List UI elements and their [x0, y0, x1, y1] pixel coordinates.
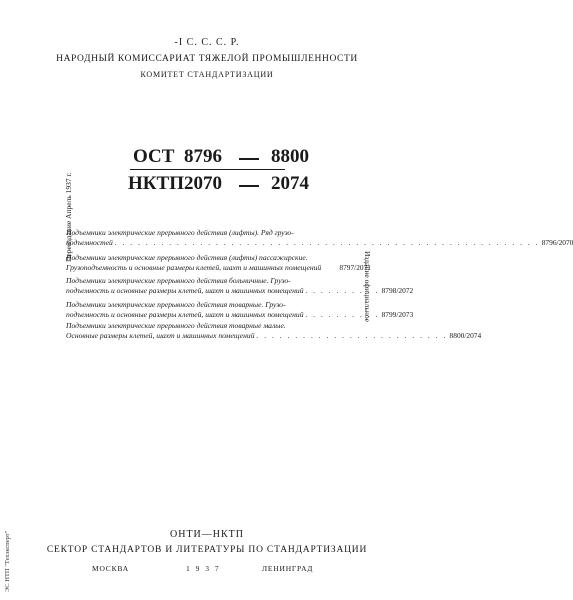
- contents-item-code: 8800/2074: [449, 331, 482, 340]
- contents-item-title: Подъемники электрические прерывного действия товарные. Грузо-: [66, 300, 286, 309]
- contents-item-subtitle: Грузоподъемность и основные размеры клетей, шахт и машинных помещений: [66, 263, 322, 272]
- footer-publisher: СЕКТОР СТАНДАРТОВ И ЛИТЕРАТУРЫ ПО СТАНДАРТИЗАЦИИ: [46, 545, 368, 555]
- contents-item-title: Подъемники электрические прерывного действия (лифты) пассажирские.: [66, 253, 308, 262]
- header-commissariat: НАРОДНЫЙ КОМИССАРИАТ ТЯЖЕЛОЙ ПРОМЫШЛЕННОСТИ: [56, 54, 358, 64]
- ost-label: ОСТ: [133, 146, 175, 167]
- footer-year: 1 9 3 7: [186, 564, 221, 573]
- standard-divider: [130, 169, 285, 170]
- leader-dots: . . . . . . . . . .: [305, 286, 380, 295]
- contents-item-code: 8798/2072: [381, 286, 414, 295]
- footer-city-moscow: МОСКВА: [92, 564, 129, 573]
- footer-city-leningrad: ЛЕНИНГРАД: [262, 564, 314, 573]
- contents-item: [66, 276, 414, 296]
- contents-item-title: Подъемники электрические прерывного действия больничные. Грузо-: [66, 276, 291, 285]
- contents-item-subtitle: подъемность и основные размеры клетей, шахт и машинных помещений: [66, 310, 304, 319]
- ost-range-dash: [239, 158, 259, 160]
- contents-item: [66, 300, 414, 320]
- contents-item-code: 8799/2073: [381, 310, 414, 319]
- contents-item-code: 8797/2071: [339, 263, 371, 272]
- contents-item-title: Подъемники электрические прерывного действия (лифты). Ряд грузо-: [66, 228, 294, 237]
- contents-item: [66, 228, 573, 248]
- nktp-range-dash: [239, 185, 259, 187]
- official-edition-note: Издание официальное: [363, 251, 372, 323]
- header-country: -І С. С. С. Р.: [174, 37, 240, 48]
- watermark-text: ЭС НТП "Техэксперт": [4, 530, 11, 592]
- reprint-note: Переиздание Апрель 1937 г.: [64, 172, 73, 262]
- contents-item: [66, 253, 371, 273]
- leader-dots: . . . . . . . . . . . . . . . . . . . . . . . . . . . . . . . . . . . . . . . . . . . . . . . . . . . . . . .: [114, 238, 540, 247]
- nktp-number-from: 2070: [184, 173, 222, 194]
- header-committee: КОМИТЕТ СТАНДАРТИЗАЦИИ: [140, 70, 274, 79]
- contents-item: [66, 321, 482, 341]
- contents-item-subtitle: Основные размеры клетей, шахт и машинных помещений: [66, 331, 255, 340]
- ost-number-to: 8800: [271, 146, 309, 167]
- contents-item-title: Подъемники электрические прерывного действия товарные малые.: [66, 321, 286, 330]
- leader-dots: . . . . . . . . . . . . . . . . . . . . . . . . .: [256, 331, 448, 340]
- contents-item-code: 8796/2070: [541, 238, 573, 247]
- contents-item-subtitle: подъемностей: [66, 238, 113, 247]
- contents-item-subtitle: подъемность и основные размеры клетей, шахт и машинных помещений: [66, 286, 304, 295]
- footer-organization: ОНТИ—НКТП: [170, 529, 244, 540]
- ost-number-from: 8796: [184, 146, 222, 167]
- nktp-label: НКТП: [128, 173, 185, 194]
- leader-dots: . . . . . . . . . .: [305, 310, 380, 319]
- nktp-number-to: 2074: [271, 173, 309, 194]
